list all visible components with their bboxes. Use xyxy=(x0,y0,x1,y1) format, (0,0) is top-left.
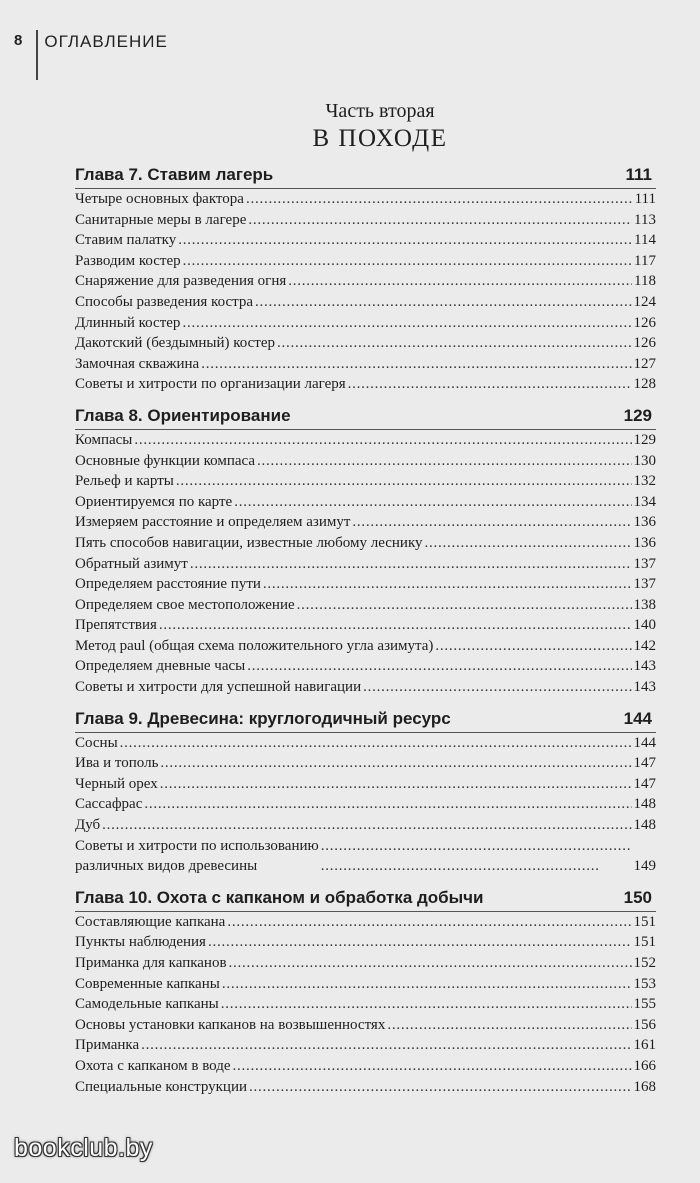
dot-leader xyxy=(227,912,631,933)
dot-leader xyxy=(201,354,631,375)
dot-leader xyxy=(222,974,632,995)
entry-page: 128 xyxy=(633,376,656,393)
entry-page: 111 xyxy=(634,191,656,207)
entry-page: 134 xyxy=(633,493,656,510)
toc-entry[interactable] xyxy=(75,656,656,677)
chapter-heading[interactable] xyxy=(75,160,656,189)
chapter-title: Глава 8. Ориентирование xyxy=(75,405,291,425)
entry-page: 129 xyxy=(633,431,656,448)
entry-title: Измеряем расстояние и определяем азимут xyxy=(75,514,351,531)
dot-leader xyxy=(190,554,632,575)
entry-page: 113 xyxy=(634,211,656,228)
chapter-heading[interactable] xyxy=(75,401,656,430)
entry-title: Пункты наблюдения xyxy=(75,934,206,951)
entry-page: 137 xyxy=(633,576,656,593)
toc-entry[interactable] xyxy=(75,512,656,533)
chapter-heading[interactable] xyxy=(75,883,656,912)
dot-leader xyxy=(425,533,632,554)
toc-entry[interactable] xyxy=(75,492,656,513)
toc-entry[interactable] xyxy=(75,974,656,995)
entry-title: Замочная скважина xyxy=(75,355,200,372)
page-number: 8 xyxy=(14,32,23,49)
dot-leader xyxy=(435,636,631,657)
entry-title: Ставим палатку xyxy=(75,232,177,249)
toc-entry[interactable] xyxy=(75,636,656,657)
dot-leader xyxy=(120,733,632,754)
entry-title: Санитарные меры в лагере xyxy=(75,211,247,228)
chapter-page: 129 xyxy=(623,405,652,425)
toc-entry[interactable] xyxy=(75,471,656,492)
running-title: ОГЛАВЛЕНИЕ xyxy=(44,32,168,51)
toc-entry[interactable] xyxy=(75,1035,656,1056)
entry-title: Советы и хитрости по организации лагеря xyxy=(75,376,346,393)
entry-title: Охота с капканом в воде xyxy=(75,1057,231,1074)
entry-page: 166 xyxy=(633,1057,656,1074)
dot-leader xyxy=(348,374,632,395)
entry-page: 151 xyxy=(633,913,656,930)
entry-title: Сосны xyxy=(75,734,118,751)
entry-title: Ива и тополь xyxy=(75,755,159,772)
dot-leader xyxy=(255,292,631,313)
entry-title: Разводим костер xyxy=(75,252,181,269)
entry-page: 140 xyxy=(633,617,656,634)
toc-entry[interactable] xyxy=(75,333,656,354)
toc-entry[interactable] xyxy=(75,733,656,754)
toc-entry[interactable] xyxy=(75,953,656,974)
dot-leader xyxy=(141,1035,631,1056)
toc-entry[interactable] xyxy=(75,374,656,395)
dot-leader xyxy=(297,595,632,616)
dot-leader xyxy=(288,271,632,292)
entry-title: Специальные конструкции xyxy=(75,1078,247,1095)
dot-leader xyxy=(321,836,632,877)
dot-leader xyxy=(257,451,631,472)
chapter-title: Глава 7. Ставим лагерь xyxy=(75,165,274,184)
dot-leader xyxy=(160,753,631,774)
entry-page: 155 xyxy=(633,996,656,1013)
entry-page: 118 xyxy=(634,273,656,290)
chapter-page: 144 xyxy=(623,708,652,728)
toc-entry[interactable] xyxy=(75,615,656,636)
dot-leader xyxy=(221,994,632,1015)
toc-entry[interactable] xyxy=(75,533,656,554)
toc-entry[interactable] xyxy=(75,574,656,595)
entry-title: Приманка xyxy=(75,1037,140,1054)
entry-page: 132 xyxy=(633,473,656,490)
part-title: В ПОХОДЕ xyxy=(312,125,448,152)
dot-leader xyxy=(249,1077,632,1098)
toc-entry[interactable] xyxy=(75,430,656,451)
entry-page: 143 xyxy=(633,679,656,696)
dot-leader xyxy=(144,794,631,815)
dot-leader xyxy=(234,492,631,513)
watermark: bookclub.by xyxy=(14,1134,153,1162)
dot-leader xyxy=(178,230,632,251)
dot-leader xyxy=(208,932,632,953)
dot-leader xyxy=(176,471,632,492)
toc-entry[interactable] xyxy=(75,815,656,836)
toc-entry[interactable] xyxy=(75,189,656,210)
entry-page: 126 xyxy=(633,314,656,331)
entry-page: 151 xyxy=(633,934,656,951)
entry-title: Советы и хитрости по использованию xyxy=(75,837,319,854)
entry-page: 153 xyxy=(633,975,656,992)
entry-page: 148 xyxy=(633,796,656,813)
toc-entry[interactable] xyxy=(75,595,656,616)
toc-entry[interactable] xyxy=(75,1077,656,1098)
entry-page: 147 xyxy=(633,755,656,772)
entry-title: Составляющие капкана xyxy=(75,913,226,930)
entry-title: Препятствия xyxy=(75,617,157,634)
chapter-heading[interactable] xyxy=(75,704,656,733)
entry-title-block xyxy=(75,836,319,877)
dot-leader xyxy=(183,251,632,272)
entry-page: 138 xyxy=(633,596,656,613)
running-header xyxy=(14,30,168,80)
table-of-contents xyxy=(75,160,656,1097)
dot-leader xyxy=(248,210,632,231)
dot-leader xyxy=(263,574,632,595)
toc-entry[interactable] xyxy=(75,271,656,292)
toc-entry[interactable] xyxy=(75,912,656,933)
entry-title: Четыре основных фактора xyxy=(75,191,244,207)
entry-page: 149 xyxy=(633,858,656,875)
entry-page: 114 xyxy=(634,232,656,249)
dot-leader xyxy=(246,189,633,210)
entry-title: Советы и хитрости для успешной навигации xyxy=(75,679,362,696)
entry-title: Основные функции компаса xyxy=(75,452,256,469)
toc-entry[interactable] xyxy=(75,251,656,272)
dot-leader xyxy=(160,774,632,795)
entry-title: Обратный азимут xyxy=(75,555,188,572)
entry-title-continued: различных видов древесины xyxy=(75,858,258,875)
entry-page: 144 xyxy=(633,734,656,751)
toc-entry[interactable] xyxy=(75,313,656,334)
chapter-title: Глава 9. Древесина: круглогодичный ресурс xyxy=(75,708,451,728)
header-divider xyxy=(36,30,38,80)
entry-page: 168 xyxy=(633,1078,656,1095)
entry-page: 127 xyxy=(633,355,656,372)
entry-page: 137 xyxy=(633,555,656,572)
entry-title: Черный орех xyxy=(75,775,158,792)
entry-page: 147 xyxy=(633,775,656,792)
toc-entry[interactable] xyxy=(75,1015,656,1036)
entry-title: Дуб xyxy=(75,817,101,834)
toc-entry[interactable] xyxy=(75,1056,656,1077)
entry-title: Определяем дневные часы xyxy=(75,658,246,675)
dot-leader xyxy=(363,677,631,698)
chapter-page: 150 xyxy=(623,887,652,907)
entry-page: 126 xyxy=(633,335,656,352)
entry-title: Определяем расстояние пути xyxy=(75,576,261,593)
toc-entry[interactable] xyxy=(75,932,656,953)
toc-entry[interactable] xyxy=(75,554,656,575)
entry-title: Снаряжение для разведения огня xyxy=(75,273,287,290)
dot-leader xyxy=(182,313,631,334)
entry-title: Основы установки капканов на возвышенностях xyxy=(75,1016,386,1033)
toc-entry[interactable] xyxy=(75,230,656,251)
dot-leader xyxy=(233,1056,632,1077)
entry-title: Длинный костер xyxy=(75,314,181,331)
entry-title: Ориентируемся по карте xyxy=(75,493,233,510)
entry-page: 142 xyxy=(633,637,656,654)
toc-entry[interactable] xyxy=(75,354,656,375)
toc-entry[interactable] xyxy=(75,794,656,815)
toc-entry[interactable] xyxy=(75,774,656,795)
entry-title: Способы разведения костра xyxy=(75,293,254,310)
dot-leader xyxy=(159,615,632,636)
entry-page: 130 xyxy=(633,452,656,469)
entry-page: 152 xyxy=(633,955,656,971)
dot-leader xyxy=(352,512,631,533)
entry-page: 148 xyxy=(633,817,656,834)
toc-entry[interactable] xyxy=(75,994,656,1015)
part-label: Часть вторая xyxy=(325,100,435,122)
toc-entry[interactable] xyxy=(75,210,656,231)
dot-leader xyxy=(229,953,632,974)
toc-entry[interactable] xyxy=(75,292,656,313)
entry-page: 161 xyxy=(633,1037,656,1054)
chapter-title: Глава 10. Охота с капканом и обработка добычи xyxy=(75,887,484,907)
toc-entry[interactable] xyxy=(75,677,656,698)
entry-title: Сассафрас xyxy=(75,796,143,813)
entry-page: 136 xyxy=(633,534,656,551)
toc-entry[interactable] xyxy=(75,836,656,877)
entry-title: Пять способов навигации, известные любому леснику xyxy=(75,534,423,551)
entry-title: Дакотский (бездымный) костер xyxy=(75,335,275,352)
entry-page: 124 xyxy=(633,293,656,310)
entry-title: Метод paul (общая схема положительного угла азимута) xyxy=(75,637,434,654)
entry-page: 156 xyxy=(633,1016,656,1033)
toc-entry[interactable] xyxy=(75,753,656,774)
entry-title: Приманка для капканов xyxy=(75,955,227,971)
entry-page: 143 xyxy=(633,658,656,675)
dot-leader xyxy=(134,430,631,451)
toc-entry[interactable] xyxy=(75,451,656,472)
entry-title: Современные капканы xyxy=(75,975,220,992)
entry-page: 117 xyxy=(634,252,656,269)
entry-title: Определяем свое местоположение xyxy=(75,596,295,613)
entry-title: Рельеф и карты xyxy=(75,473,174,490)
dot-leader xyxy=(247,656,631,677)
chapter-page: 111 xyxy=(625,165,652,184)
entry-title: Самодельные капканы xyxy=(75,996,219,1013)
dot-leader xyxy=(387,1015,631,1036)
dot-leader xyxy=(277,333,632,354)
dot-leader xyxy=(102,815,631,836)
entry-title: Компасы xyxy=(75,431,133,448)
entry-page: 136 xyxy=(633,514,656,531)
